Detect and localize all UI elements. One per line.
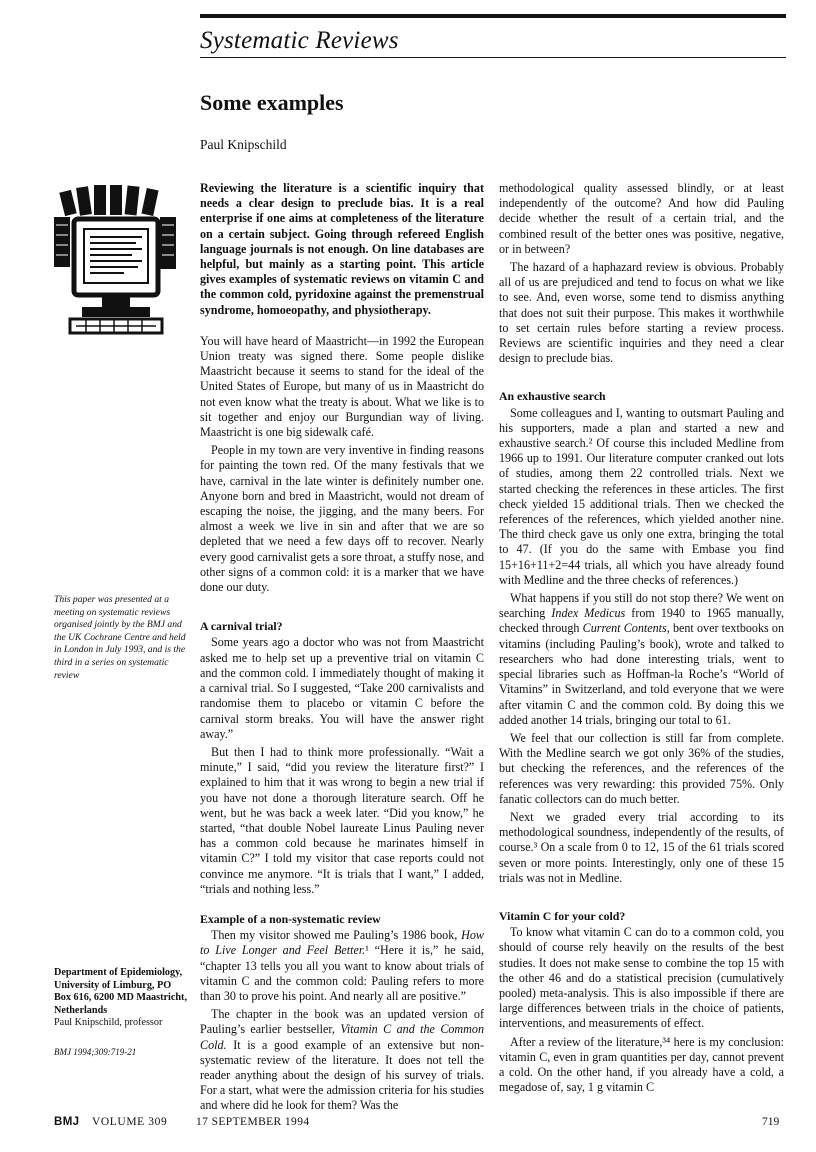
paragraph: The hazard of a haphazard review is obvious. Probably all of us are prejudiced and tend to focus on what we like to see. And, even worse, some tend to dismiss anything that does not suit their purpose. This makes it worthwhile to set certain rules before starting a review process. Reviews are scientific inquiries and they need a clear design to preclude bias. [499, 260, 784, 366]
text-run: The chapter in the book was an updated version of Pauling’s earlier bestseller, [200, 1007, 484, 1037]
paragraph: Next we graded every trial according to its methodological soundness, independently of the results, of course.³ On a scale from 0 to 12, 15 of the 61 trials scored seven or more points. Interestingly, only one of these 15 trials was not in Medline. [499, 809, 784, 885]
section-heading: Example of a non-systematic review [200, 911, 381, 926]
source-title: Index Medicus [551, 606, 626, 621]
section-heading: Vitamin C for your cold? [499, 908, 626, 923]
text-run: bent over textbooks on vitamins (including Pauling’s book), wrote and talked to researchers who had done interesting trials, went to special libraries such as Hoffman-la Roche’s “World of Vitamins” in Switzerland, and told everyone that we were after vitamin C and the common cold. By doing this we added another 14 trials, bringing our total to 61. [499, 621, 785, 727]
article-title: Some examples [200, 90, 344, 115]
author-affiliation [54, 967, 189, 1030]
footer-volume: VOLUME 309 [92, 1116, 168, 1128]
paragraph [499, 591, 784, 728]
paragraph: methodological quality assessed blindly, or at least independently of the outcome? And how did Pauling decide whether the result of a certain trial, and the combined result of the better ones was positive, negative, or in between? [499, 181, 784, 256]
text-run: It is a good example of an extensive but non-systematic review of the literature. It does not tell the reader anything about the design of his survey of trials. For a start, what were the admission criteria for his studies and where did he look for them? Was the [200, 1037, 484, 1113]
affiliation-address: Department of Epidemiology, University of Limburg, PO Box 616, 6200 MD Maastricht, Netherlands [54, 967, 187, 1016]
book-title: How to Live Longer and Feel Better. [200, 928, 484, 958]
paragraph: To know what vitamin C can do to a common cold, you should of course rely heavily on the results of the best studies. It does not make sense to combine the top 15 with the other 46 and do a statistical precision (cumulatively pooled) meta-analysis. This is also impossible if there are large differences between trials in the choice of patients, interventions, and measurements of effect. [499, 925, 784, 1031]
page-number: 719 [762, 1116, 780, 1128]
footer-journal [54, 1116, 79, 1128]
paragraph: But then I had to think more professionally. “Wait a minute,” I said, “did you review the literature first?” I explained to him that it was wrong to begin a new trial if you have not done a thorough literature search. Off he went, but he was back a week later. “Did you know,” he started, “that double Nobel laureate Linus Pauling never has a common cold because he marinates himself in vitamin C?” I told my visitor that case reports could not convince me anymore. “It is trials that I want,” I added, “trials and nothing less.” [200, 744, 484, 896]
section-heading: An exhaustive search [499, 389, 606, 404]
paragraph: After a review of the literature,³⁴ here is my conclusion: vitamin C, even in gram quantities per day, cannot prevent a cold. On the other hand, if you already have a cold, a megadose of, say, 1 g vitamin C [499, 1034, 784, 1095]
paragraph [200, 928, 484, 1004]
header-underline [200, 57, 786, 58]
presentation-note: This paper was presented at a meeting on systematic reviews organised jointly by the BMJ and the UK Cochrane Centre and held in London in July 1993, and is the third in a series on systematic review [54, 594, 186, 681]
computer-stack-illustration [52, 183, 180, 343]
journal-section-title: Systematic Reviews [200, 27, 399, 54]
source-title: Current Contents, [582, 621, 670, 636]
paragraph [200, 1007, 484, 1113]
text-run: Then my visitor showed me Pauling’s 1986 book, [211, 928, 462, 943]
paragraph: Some colleagues and I, wanting to outsmart Pauling and his supporters, made a plan and started a new and exhaustive search.² Of course this included Medline from 1966 up to 1991. Our literature computer cranked out lots of studies, among them 22 controlled trials. Next we started checking the references in these articles. The first check yielded 15 additional trials. Then we checked the references of the references, which yielded another nine. The third check gave us only one extra, bringing the total to 47. (If you do the same with Embase you find 15+16+11+2=44 trials, all which you have already found with Medline and the three checks of references.) [499, 405, 784, 587]
column-right [499, 181, 784, 1098]
book-title: Vitamin C and the Common Cold. [200, 1022, 484, 1052]
author-role: Paul Knipschild, professor [54, 1017, 163, 1029]
journal-name: BMJ [54, 1116, 80, 1128]
abstract: Reviewing the literature is a scientific inquiry that needs a clear design to preclude bias. It is a real enterprise if one aims at completeness of the literature on a certain subject. Going through refereed English language journals is not enough. On line databases are helpful, but mainly as a starting point. This article gives examples of systematic reviews on vitamin C and the common cold, pyridoxine against the premenstrual syndrome, homoeopathy, and physiotherapy. [200, 181, 484, 317]
footer-date: 17 SEPTEMBER 1994 [196, 1116, 310, 1128]
section-heading: A carnival trial? [200, 619, 283, 634]
citation: BMJ 1994;309:719-21 [54, 1047, 137, 1057]
paragraph: People in my town are very inventive in finding reasons for painting the town red. Of the many festivals that we have, carnival in the late winter is definitely number one. Anyone born and bred in Maastricht, would not dream of escaping the noise, the jigging, and the many beers. For almost a week we live in sin and after that we are so depleted that we need a few days off to recover. Nearly every good carnivalist gets a sore throat, a stuffy nose, and other signs of a common cold: it is a marker that we have done our duty. [200, 443, 484, 595]
column-middle [200, 181, 484, 1117]
header-rule [200, 14, 786, 18]
text-run: from 1940 to 1965 manually, checked through [499, 606, 784, 636]
text-run: What happens if you still do not stop there? We went on searching [499, 591, 784, 621]
author-byline: Paul Knipschild [200, 137, 287, 152]
paragraph: You will have heard of Maastricht—in 1992 the European Union treaty was signed there. Some people dislike Maastricht because it seems to stand for the ideal of the United States of Europe, but many of us in Maastricht do not even know what the treaty is about. What we like is to sit together and enjoy our Burgundian way of living. Maastricht is one big sidewalk café. [200, 333, 484, 440]
text-run: ¹ “Here it is,” he said, “chapter 13 tells you all you want to know about trials of vitamin C and the common cold: Pauling refers to more than 30 to prove his point. And nearly all are positive.” [200, 943, 484, 1003]
paragraph: Some years ago a doctor who was not from Maastricht asked me to help set up a preventive trial on vitamin C and the common cold. I immediately thought of making it a carnival trial. So I suggested, “Take 200 carnivalists and randomise them to placebo or vitamin C before the carnival storm breaks. You will have the answer right away.” [200, 635, 484, 741]
paragraph: We feel that our collection is still far from complete. With the Medline search we got only 36% of the studies, but checking the references, and the references of the references was very rewarding: this provided 75%. Only fanatic collectors can do much better. [499, 730, 784, 806]
